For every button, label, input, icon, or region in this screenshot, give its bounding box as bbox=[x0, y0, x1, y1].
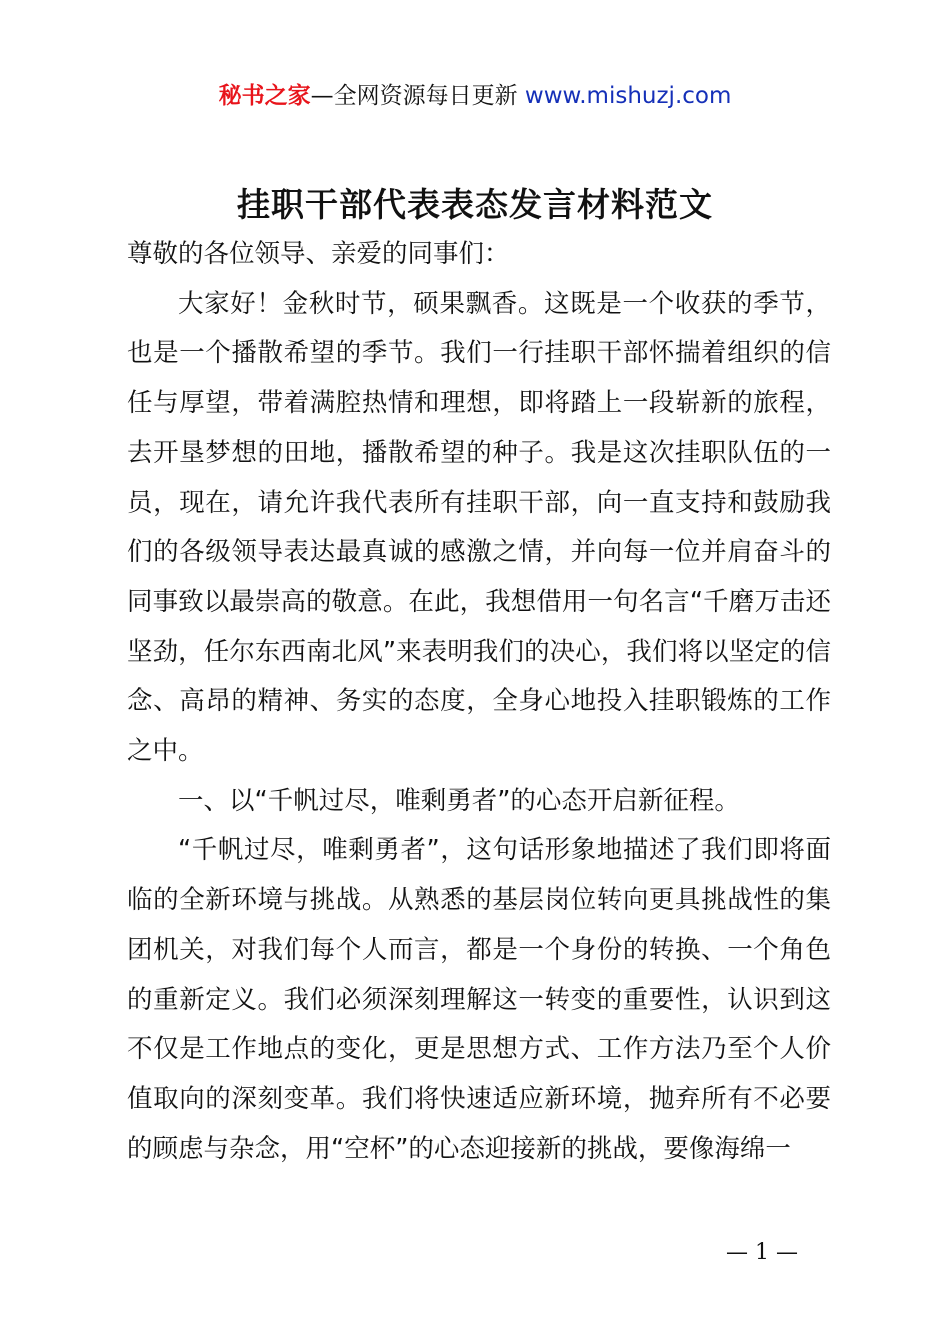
header-slogan: —全网资源每日更新 bbox=[310, 83, 525, 109]
site-header bbox=[0, 80, 950, 112]
document-title: 挂职干部代表表态发言材料范文 bbox=[237, 185, 713, 224]
site-url-link[interactable]: www.mishuzj.com bbox=[524, 83, 732, 109]
paragraph-2: “千帆过尽，唯剩勇者”，这句话形象地描述了我们即将面临的全新环境与挑战。从熟悉的基层岗位转向更具挑战性的集团机关，对我们每个人而言，都是一个身份的转换、一个角色的重新定义。我们必须深刻理解这一转变的重要性，认识到这不仅是工作地点的变化，更是思想方式、工作方法乃至个人价值取向的深刻变革。我们将快速适应新环境，抛弃所有不必要的顾虑与杂念，用“空杯”的心态迎接新的挑战，要像海绵一 bbox=[127, 835, 831, 1164]
page-number: — 1 — bbox=[726, 1240, 798, 1265]
paragraph-1: 大家好！金秋时节，硕果飘香。这既是一个收获的季节，也是一个播散希望的季节。我们一行挂职干部怀揣着组织的信任与厚望，带着满腔热情和理想，即将踏上一段崭新的旅程，去开垦梦想的田地，播散希望的种子。我是这次挂职队伍的一员，现在，请允许我代表所有挂职干部，向一直支持和鼓励我们的各级领导表达最真诚的感激之情，并向每一位并肩奋斗的同事致以最崇高的敬意。在此，我想借用一句名言“千磨万击还坚劲，任尔东西南北风”来表明我们的决心，我们将以坚定的信念、高昂的精神、务实的态度，全身心地投入挂职锻炼的工作之中。 bbox=[127, 288, 831, 767]
document-body bbox=[127, 230, 831, 1174]
section-heading-1: 一、以“千帆过尽，唯剩勇者”的心态开启新征程。 bbox=[178, 785, 740, 816]
salutation: 尊敬的各位领导、亲爱的同事们： bbox=[127, 239, 510, 269]
brand-name: 秘书之家 bbox=[218, 83, 311, 109]
